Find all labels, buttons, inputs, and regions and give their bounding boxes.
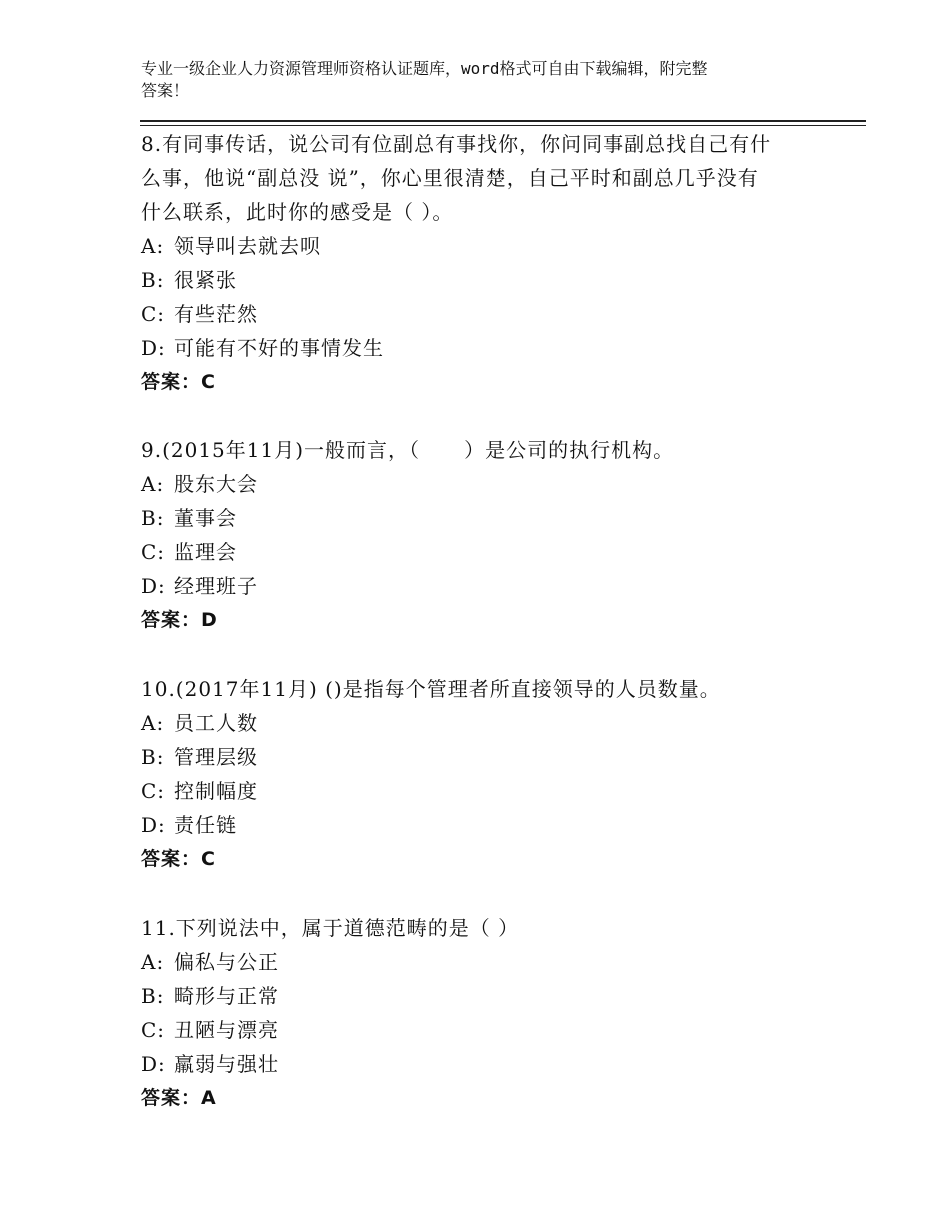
option-b — [141, 501, 831, 535]
question-stem — [141, 433, 831, 467]
option-text: 监理会 — [174, 540, 237, 564]
option-text: 丑陋与漂亮 — [174, 1018, 279, 1042]
option-label: D: — [141, 336, 166, 360]
option-c — [141, 535, 831, 569]
question-stem-line: 10.(2017年11月) ()是指每个管理者所直接领导的人员数量。 — [141, 677, 721, 701]
option-label: D: — [141, 813, 166, 837]
option-text: 很紧张 — [174, 268, 237, 292]
option-text: 领导叫去就去呗 — [174, 234, 321, 258]
header-divider-thick — [140, 120, 866, 122]
option-c — [141, 774, 831, 808]
option-a — [141, 467, 831, 501]
option-text: 有些茫然 — [174, 302, 258, 326]
option-text: 羸弱与强壮 — [174, 1052, 279, 1076]
option-label: B: — [141, 984, 165, 1008]
question-stem — [141, 127, 831, 229]
header-divider-thin — [140, 125, 866, 126]
question-stem-line: 8.有同事传话，说公司有位副总有事找你，你问同事副总找自己有什 — [141, 132, 772, 156]
option-label: A: — [141, 234, 165, 258]
option-text: 偏私与公正 — [174, 950, 279, 974]
option-label: D: — [141, 574, 166, 598]
option-label: C: — [141, 1018, 166, 1042]
question-stem-line: 什么联系，此时你的感受是（ ）。 — [141, 200, 454, 224]
option-b — [141, 263, 831, 297]
option-label: B: — [141, 745, 165, 769]
option-c — [141, 1013, 831, 1047]
question-block — [141, 672, 831, 876]
option-label: C: — [141, 540, 166, 564]
answer-line: 答案：D — [141, 609, 218, 631]
question-stem-line: 9.(2015年11月)一般而言，（ ）是公司的执行机构。 — [141, 438, 675, 462]
option-text: 经理班子 — [174, 574, 258, 598]
option-text: 员工人数 — [174, 711, 258, 735]
option-a — [141, 706, 831, 740]
option-label: A: — [141, 950, 165, 974]
option-label: A: — [141, 711, 165, 735]
option-text: 畸形与正常 — [174, 984, 279, 1008]
question-stem-line: 么事，他说“副总没 说”，你心里很清楚，自己平时和副总几乎没有 — [141, 166, 759, 190]
option-label: C: — [141, 779, 166, 803]
option-label: D: — [141, 1052, 166, 1076]
option-text: 责任链 — [174, 813, 237, 837]
document-header — [141, 58, 821, 102]
option-b — [141, 979, 831, 1013]
option-text: 股东大会 — [174, 472, 258, 496]
option-text: 控制幅度 — [174, 779, 258, 803]
option-a — [141, 229, 831, 263]
option-text: 董事会 — [174, 506, 237, 530]
question-block — [141, 127, 831, 399]
option-label: C: — [141, 302, 166, 326]
answer-line: 答案：C — [141, 848, 216, 870]
answer-line: 答案：A — [141, 1087, 217, 1109]
question-stem-line: 11.下列说法中，属于道德范畴的是（ ） — [141, 916, 520, 940]
answer-line: 答案：C — [141, 371, 216, 393]
option-b — [141, 740, 831, 774]
option-d — [141, 331, 831, 365]
option-text: 管理层级 — [174, 745, 258, 769]
question-block — [141, 911, 831, 1115]
option-d — [141, 1047, 831, 1081]
question-stem — [141, 672, 831, 706]
option-d — [141, 569, 831, 603]
question-stem — [141, 911, 831, 945]
option-c — [141, 297, 831, 331]
option-label: B: — [141, 506, 165, 530]
option-text: 可能有不好的事情发生 — [174, 336, 384, 360]
option-label: A: — [141, 472, 165, 496]
option-d — [141, 808, 831, 842]
header-line-1: 专业一级企业人力资源管理师资格认证题库，word格式可自由下载编辑，附完整 — [141, 59, 708, 78]
option-a — [141, 945, 831, 979]
question-block — [141, 433, 831, 637]
option-label: B: — [141, 268, 165, 292]
header-line-2: 答案！ — [141, 81, 190, 100]
